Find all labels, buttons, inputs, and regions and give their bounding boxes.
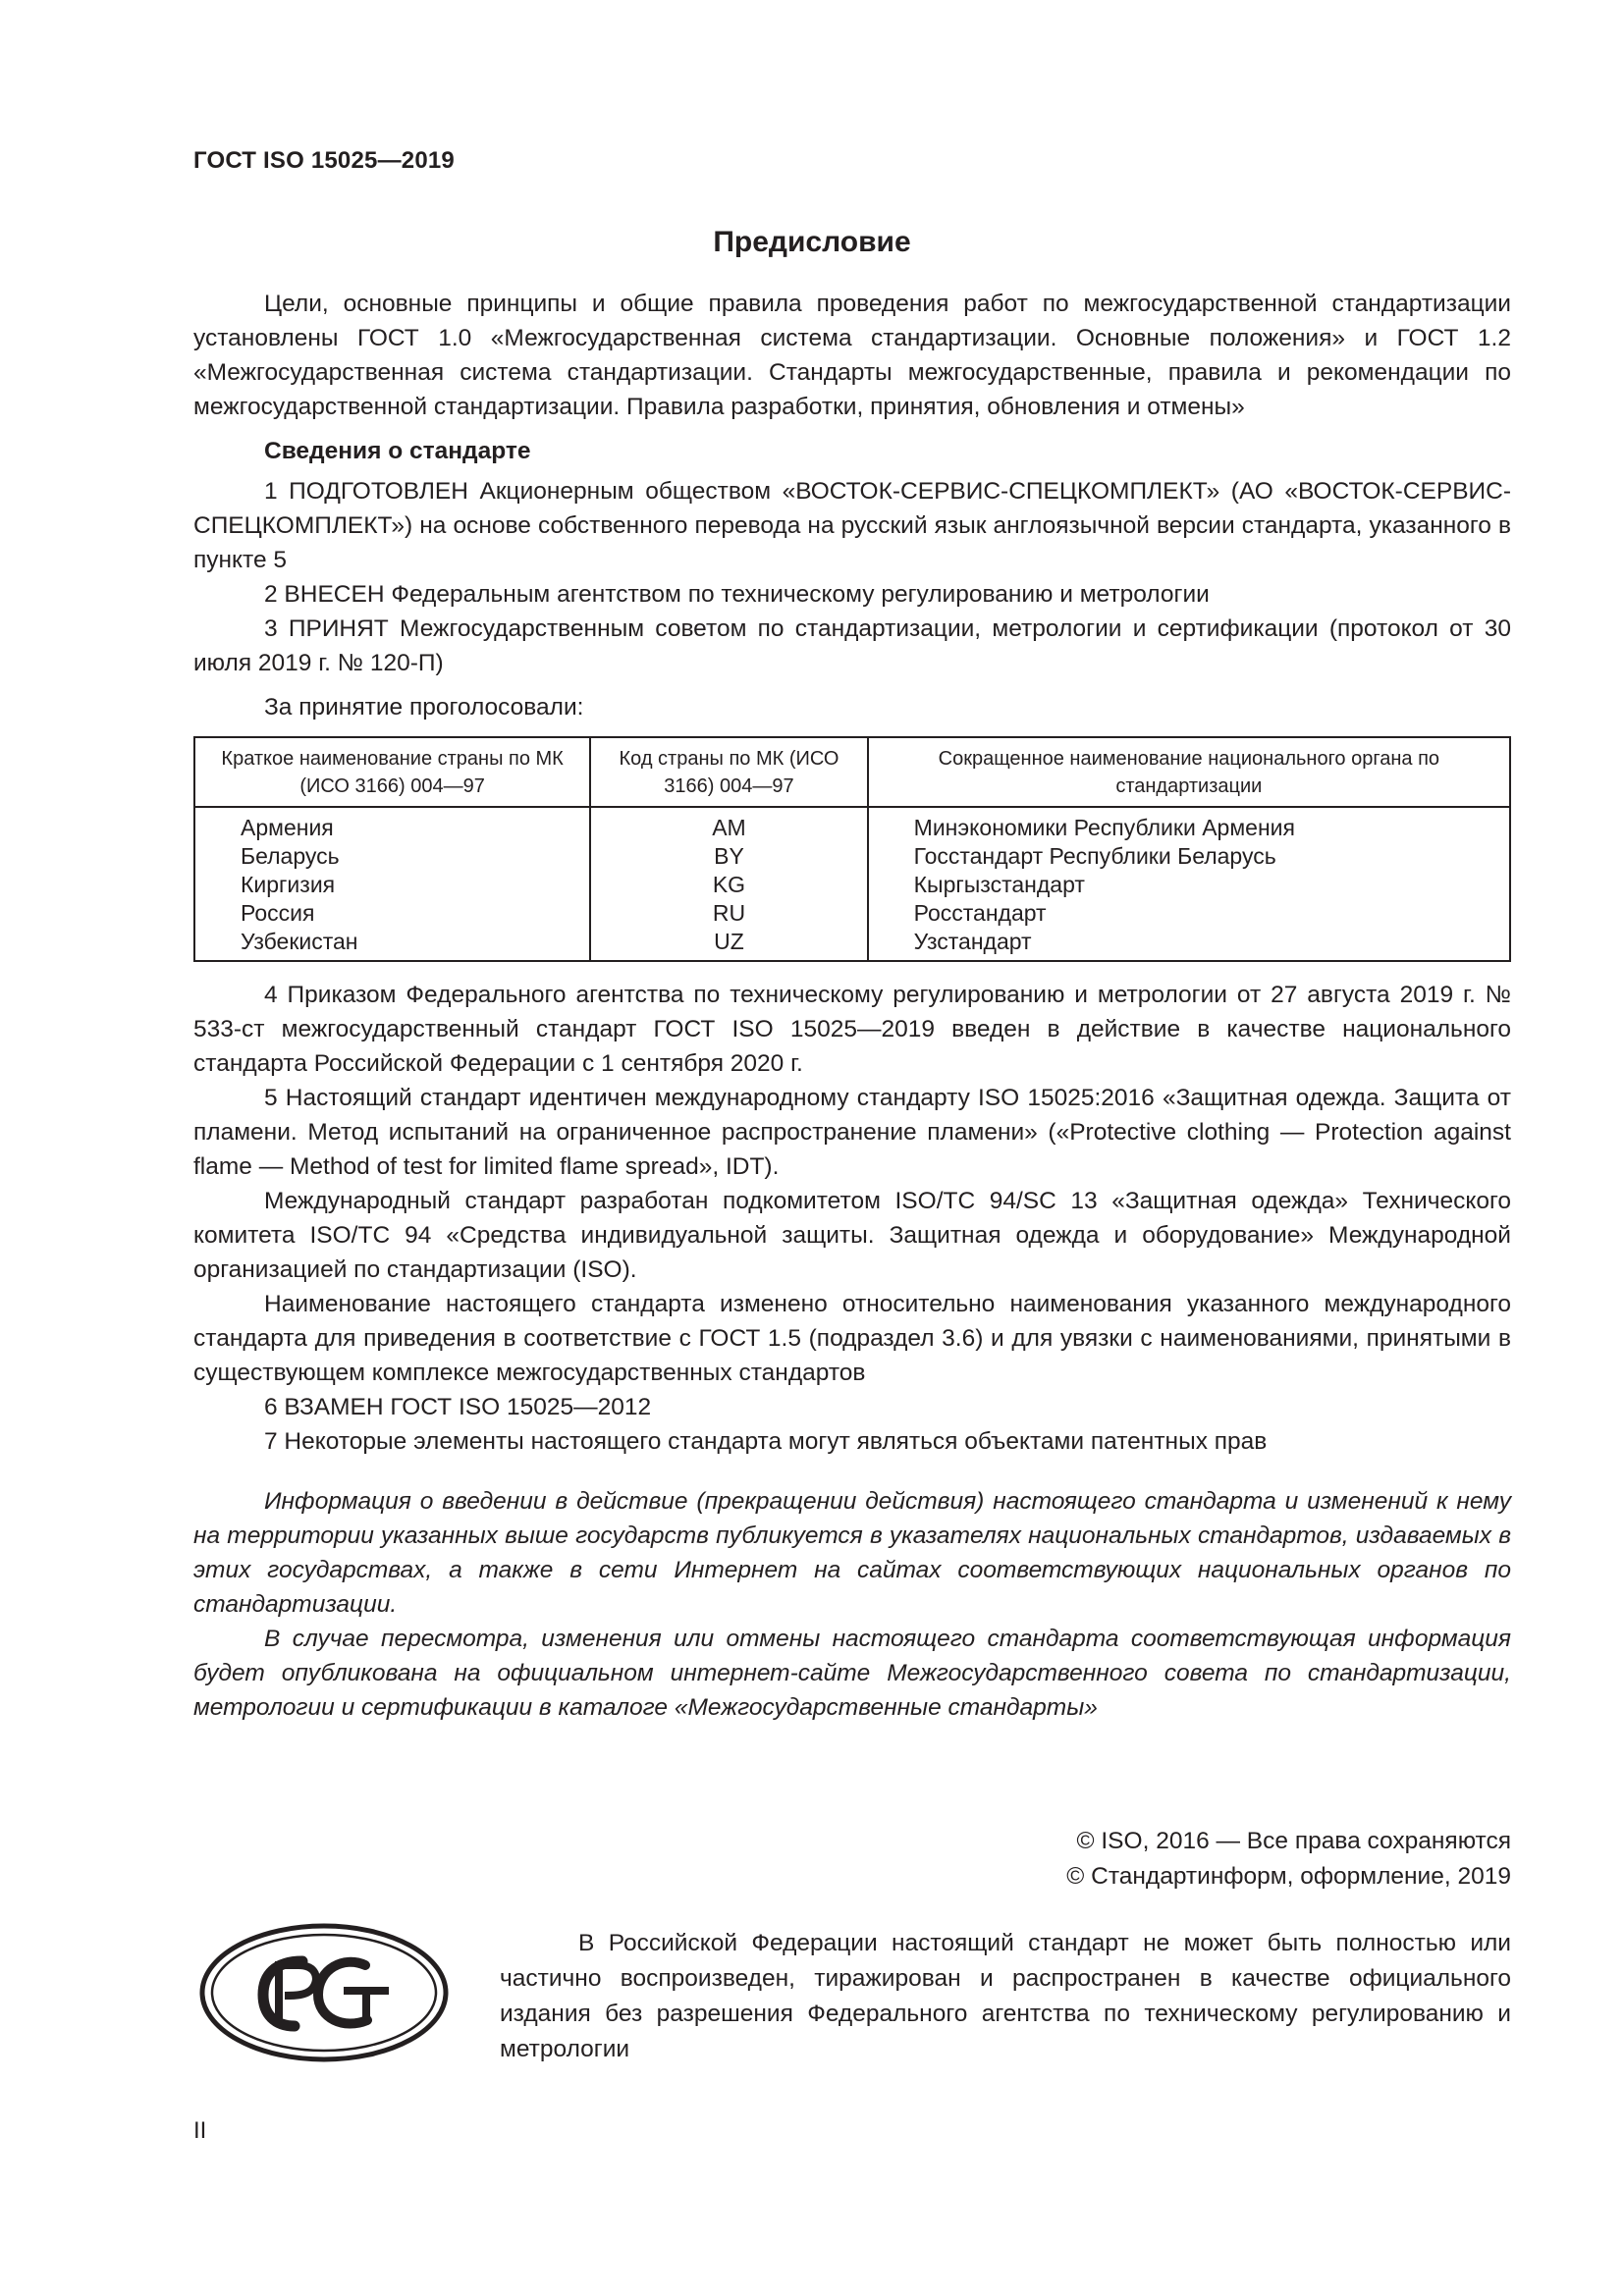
column-header-country: Краткое наименование страны по МК (ИСО 3166) 004—97 — [194, 737, 590, 807]
country-name: Армения — [241, 815, 334, 840]
standards-body: Узстандарт — [913, 929, 1032, 954]
standards-body: Госстандарт Республики Беларусь — [913, 843, 1276, 869]
country-code: RU — [712, 900, 746, 926]
table-row — [194, 807, 1510, 961]
item-5: 5 Настоящий стандарт идентичен международному стандарту ISO 15025:2016 «Защитная одежда. Защита от пламени. Метод испытаний на ограниченное распространение пламени» («Protective clothing — Protection against flame — Method of test for limited flame spread», IDT). — [193, 1085, 1511, 1180]
rst-logo-icon — [196, 1920, 452, 2065]
country-name: Россия — [241, 900, 315, 926]
item-3: 3 ПРИНЯТ Межгосударственным советом по стандартизации, метрологии и сертификации (протокол от 30 июля 2019 г. № 120-П) — [193, 615, 1511, 676]
item-5-paragraph-2: Международный стандарт разработан подкомитетом ISO/TC 94/SC 13 «Защитная одежда» Технического комитета ISO/TC 94 «Средства индивидуальной защиты. Защитная одежда и оборудование» Международной организацией по стандартизации (ISO). — [193, 1188, 1511, 1283]
item-1: 1 ПОДГОТОВЛЕН Акционерным обществом «ВОСТОК-СЕРВИС-СПЕЦКОМПЛЕКТ» (АО «ВОСТОК-СЕРВИС-СПЕЦКОМПЛЕКТ») на основе собственного перевода на русский язык англоязычной версии стандарта, указанного в пункте 5 — [193, 478, 1511, 573]
notice-paragraph-2: В случае пересмотра, изменения или отмены настоящего стандарта соответствующая информация будет опубликована на официальном интернет-сайте Межгосударственного совета по стандартизации, метрологии и сертификации в каталоге «Межгосударственные стандарты» — [193, 1626, 1511, 1721]
document-id: ГОСТ ISO 15025—2019 — [193, 147, 455, 174]
page-number: II — [193, 2117, 207, 2144]
item-2: 2 ВНЕСЕН Федеральным агентством по техническому регулированию и метрологии — [264, 581, 1210, 608]
copyright-iso: © ISO, 2016 — Все права сохраняются — [1076, 1828, 1511, 1854]
copyright-block — [1066, 1824, 1511, 1895]
country-code: AM — [712, 815, 746, 840]
copyright-standartinform: © Стандартинформ, оформление, 2019 — [1066, 1863, 1511, 1890]
info-heading: Сведения о стандарте — [264, 438, 531, 464]
voting-table — [193, 736, 1511, 962]
standards-body: Минэкономики Республики Армения — [913, 815, 1295, 840]
country-code: KG — [712, 872, 746, 897]
standards-body: Кыргызстандарт — [913, 872, 1085, 897]
country-name: Беларусь — [241, 843, 340, 869]
country-code: BY — [714, 843, 744, 869]
item-6: 6 ВЗАМЕН ГОСТ ISO 15025—2012 — [264, 1394, 652, 1420]
foreword-body — [193, 287, 1511, 1725]
country-name: Киргизия — [241, 872, 336, 897]
page-title: Предисловие — [713, 226, 911, 258]
rf-reproduction-note: В Российской Федерации настоящий стандарт не может быть полностью или частично воспроизведен, тиражирован и распространен в качестве официального издания без разрешения Федерального агентства по техническому регулированию и метрологии — [500, 1930, 1511, 2062]
standards-body: Росстандарт — [913, 900, 1047, 926]
country-code: UZ — [714, 929, 744, 954]
vote-intro: За принятие проголосовали: — [264, 694, 584, 721]
column-header-body: Сокращенное наименование национального органа по стандартизации — [868, 737, 1510, 807]
item-5-paragraph-3: Наименование настоящего стандарта изменено относительно наименования указанного международного стандарта для приведения в соответствие с ГОСТ 1.5 (подраздел 3.6) и для увязки с наименованиями, принятыми в существующем комплексе межгосударственных стандартов — [193, 1291, 1511, 1386]
item-7: 7 Некоторые элементы настоящего стандарта могут являться объектами патентных прав — [264, 1428, 1268, 1455]
intro-paragraph: Цели, основные принципы и общие правила проведения работ по межгосударственной стандартизации установлены ГОСТ 1.0 «Межгосударственная система стандартизации. Основные положения» и ГОСТ 1.2 «Межгосударственная система стандартизации. Стандарты межгосударственные, правила и рекомендации по межгосударственной стандартизации. Правила разработки, принятия, обновления и отмены» — [193, 291, 1511, 420]
column-header-code: Код страны по МК (ИСО 3166) 004—97 — [590, 737, 867, 807]
item-4: 4 Приказом Федерального агентства по техническому регулированию и метрологии от 27 августа 2019 г. № 533-ст межгосударственный стандарт ГОСТ ISO 15025—2019 введен в действие в качестве национального стандарта Российской Федерации с 1 сентября 2020 г. — [193, 982, 1511, 1077]
notice-paragraph-1: Информация о введении в действие (прекращении действия) настоящего стандарта и изменений к нему на территории указанных выше государств публикуется в указателях национальных стандартов, издаваемых в этих государствах, а также в сети Интернет на сайтах соответствующих национальных органов по стандартизации. — [193, 1488, 1511, 1618]
country-name: Узбекистан — [241, 929, 358, 954]
